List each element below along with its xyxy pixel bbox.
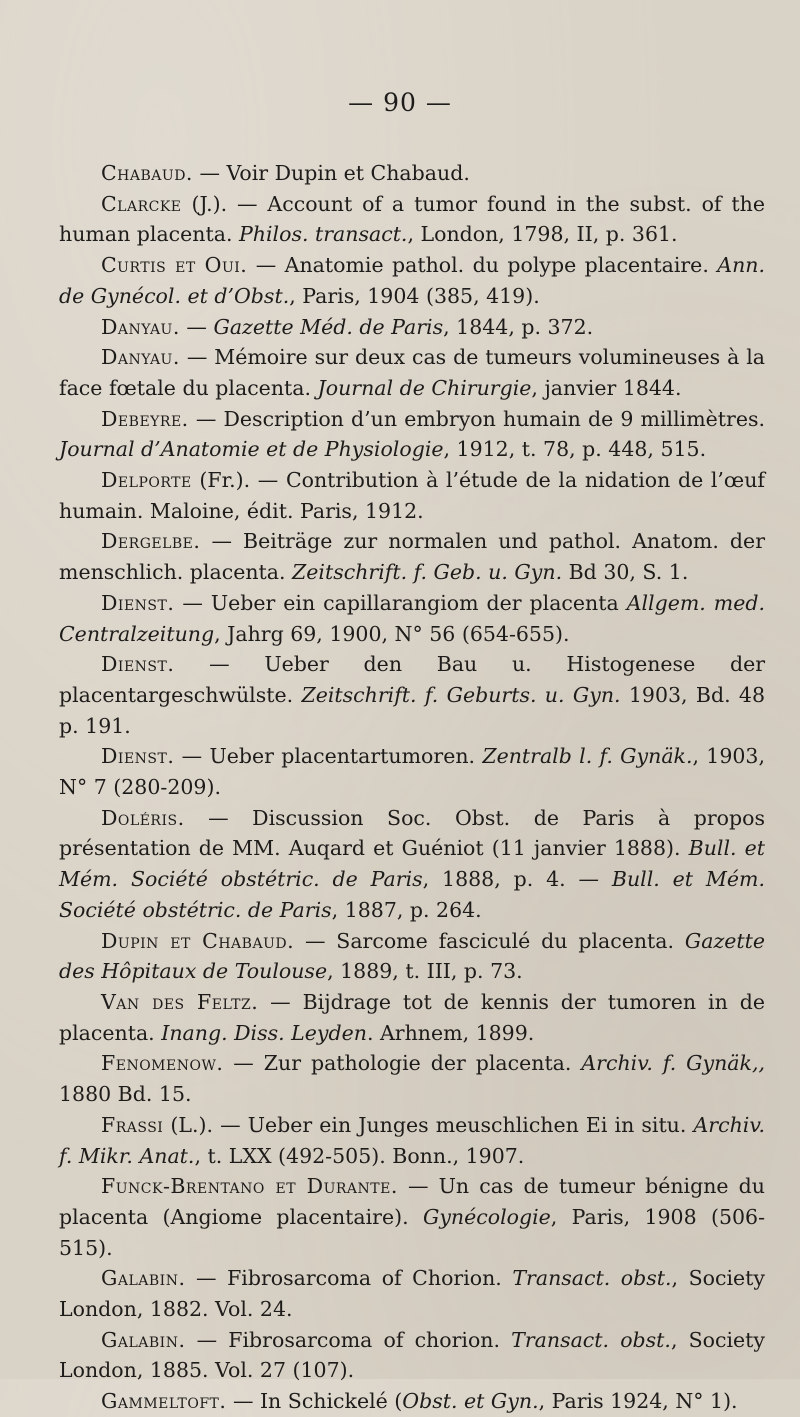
entry-author: Dupin et Chabaud.: [101, 928, 295, 953]
entry-text: , Jahrg 69, 1900, N° 56 (654-655).: [214, 621, 570, 646]
bibliography-entry: [59, 404, 765, 465]
entry-text: , Paris, 1908 (506-515).: [59, 1204, 765, 1260]
journal-title: Transact. obst.: [512, 1266, 672, 1291]
journal-title: Obst. et Gyn.: [402, 1389, 539, 1414]
entry-text: , 1844, p. 372.: [443, 314, 594, 339]
entry-text: —: [179, 314, 214, 339]
entry-text: , Society London, 1885. Vol. 27 (107).: [59, 1327, 765, 1383]
journal-title: Journal d’Anatomie et de Physiologie: [59, 437, 444, 462]
bibliography-entry: [59, 803, 765, 926]
bibliography-entry: [59, 1325, 765, 1386]
entry-text: . Arhnem, 1899.: [366, 1020, 535, 1045]
journal-title: Allgem. med. Centralzeitung: [59, 590, 765, 646]
entry-text: , Paris, 1904 (385, 419).: [289, 283, 540, 308]
entry-text: — Voir Dupin et Chabaud.: [192, 161, 470, 185]
journal-title: Transact. obst.: [511, 1327, 671, 1352]
entry-text: — In Schickelé (: [226, 1389, 403, 1414]
entry-text: Bd 30, S. 1.: [562, 560, 689, 585]
entry-text: — Fibrosarcoma of chorion.: [185, 1327, 512, 1352]
entry-text: — Ueber placentartumoren.: [174, 744, 483, 769]
bibliography-entry: [59, 465, 765, 526]
bibliography-entry: [59, 926, 765, 987]
entry-text: — Bijdrage tot de kennis der tumoren in de placenta.: [59, 989, 765, 1045]
entry-text: , 1912, t. 78, p. 448, 515.: [443, 437, 707, 462]
entry-author: Delporte: [101, 468, 192, 493]
bibliography-entry: [59, 741, 765, 802]
entry-author: Danyau.: [101, 345, 180, 370]
entry-text: — Sarcome fasciculé du placenta.: [294, 928, 685, 953]
entry-author: Dienst.: [101, 590, 175, 615]
entry-text: , 1903, N° 7 (280-209).: [59, 744, 765, 800]
entry-author: Debeyre.: [101, 406, 189, 431]
entry-author: Danyau.: [101, 314, 180, 339]
bibliography-entry: [59, 1263, 765, 1324]
bibliography-entry: [59, 158, 765, 189]
entry-author: Dienst.: [101, 652, 175, 677]
entry-author: Curtis et Oui.: [101, 253, 248, 278]
entry-text: (Fr.). — Contribution à l’étude de la nidation de l’œuf humain. Maloine, édit. Paris, 1912.: [59, 468, 765, 523]
bibliography-entry: [59, 1048, 765, 1109]
entry-text: (J.). — Account of a tumor found in the subst. of the human placenta.: [59, 191, 765, 247]
entry-text: , 1888, p. 4. —: [422, 867, 612, 892]
bibliography-entry: [59, 649, 765, 741]
bibliography-entry: [59, 588, 765, 649]
journal-title: Ann. de Gynécol. et d’Obst.: [59, 253, 765, 308]
entry-text: — Anatomie pathol. du polype placentaire.: [247, 253, 718, 278]
bibliography-entry: [59, 189, 765, 250]
entry-text: , London, 1798, II, p. 361.: [407, 222, 678, 247]
entry-text: — Mémoire sur deux cas de tumeurs volumineuses à la face fœtale du placenta.: [59, 345, 765, 400]
journal-title: Archiv. f. Mikr. Anat.: [59, 1112, 765, 1168]
bibliography-entry: [59, 1386, 765, 1417]
page-number: — 90 —: [348, 88, 452, 117]
journal-title: Philos. transact.: [239, 222, 408, 247]
entry-author: Fenomenow.: [101, 1051, 224, 1076]
entry-text: — Fibrosarcoma of Chorion.: [185, 1266, 513, 1291]
entry-text: , Paris 1924, N° 1).: [538, 1389, 738, 1414]
journal-title: Gazette des Hôpitaux de Toulouse: [59, 928, 765, 984]
entry-text: , Society London, 1882. Vol. 24.: [59, 1266, 765, 1322]
entry-author: Doléris.: [101, 805, 185, 830]
journal-title: Archiv. f. Gynäk,,: [581, 1051, 765, 1076]
entry-text: 1880 Bd. 15.: [59, 1082, 192, 1107]
entry-text: , janvier 1844.: [531, 375, 682, 400]
bibliography-entry: [59, 250, 765, 311]
journal-title: Gynécologie: [422, 1204, 551, 1229]
entry-text: — Description d’un embryon humain de 9 millimètres.: [188, 406, 765, 431]
bibliography-entry: [59, 1171, 765, 1263]
entry-text: — Ueber den Bau u. Histogenese der placentargeschwülste.: [59, 652, 765, 707]
entry-text: — Zur pathologie der placenta.: [223, 1051, 582, 1076]
journal-title: Zentralb l. f. Gynäk.: [482, 744, 693, 769]
bibliography-entry: [59, 342, 765, 403]
journal-title: Gazette Méd. de Paris: [213, 314, 444, 339]
bibliography-entry: [59, 1110, 765, 1171]
journal-title: Bull. et Mém. Société obstétric. de Paris: [59, 836, 765, 892]
journal-title: Zeitschrift. f. Geburts. u. Gyn.: [301, 682, 621, 707]
bibliography-entry: [59, 312, 765, 343]
journal-title: Inang. Diss. Leyden: [161, 1020, 367, 1045]
journal-title: Journal de Chirurgie: [317, 375, 532, 400]
bibliography-entry: [59, 526, 765, 587]
entry-text: — Discussion Soc. Obst. de Paris à propos présentation de MM. Auqard et Guéniot (11 janvier 1888).: [59, 805, 765, 861]
entry-text: , 1889, t. III, p. 73.: [327, 959, 523, 984]
entry-author: Van des Feltz.: [101, 989, 259, 1014]
entry-author: Chabaud.: [101, 161, 193, 185]
entry-text: 1903, Bd. 48 p. 191.: [59, 682, 765, 738]
entry-author: Funck-Brentano et Durante.: [101, 1174, 398, 1199]
entry-author: Galabin.: [101, 1327, 186, 1352]
journal-title: Bull. et Mém. Société obstétric. de Paris: [59, 867, 765, 922]
entry-text: — Ueber ein capillarangiom der placenta: [174, 590, 627, 615]
bibliography-list: [59, 158, 765, 1417]
bibliography-entry: [59, 987, 765, 1048]
entry-author: Galabin.: [101, 1266, 186, 1291]
entry-text: , t. LXX (492-505). Bonn., 1907.: [194, 1143, 525, 1168]
entry-text: — Un cas de tumeur bénigne du placenta (Angiome placentaire).: [59, 1174, 765, 1229]
entry-author: Dienst.: [101, 744, 175, 769]
entry-text: — Beiträge zur normalen und pathol. Anatom. der menschlich. placenta.: [59, 529, 765, 585]
entry-author: Dergelbe.: [101, 529, 201, 554]
entry-author: Clarcke: [101, 191, 182, 216]
entry-author: Frassi: [101, 1112, 164, 1137]
entry-text: , 1887, p. 264.: [331, 897, 482, 922]
journal-title: Zeitschrift. f. Geb. u. Gyn.: [292, 560, 563, 585]
entry-text: (L.). — Ueber ein Junges meuschlichen Ei in situ.: [163, 1112, 694, 1137]
entry-author: Gammeltoft.: [101, 1389, 227, 1414]
